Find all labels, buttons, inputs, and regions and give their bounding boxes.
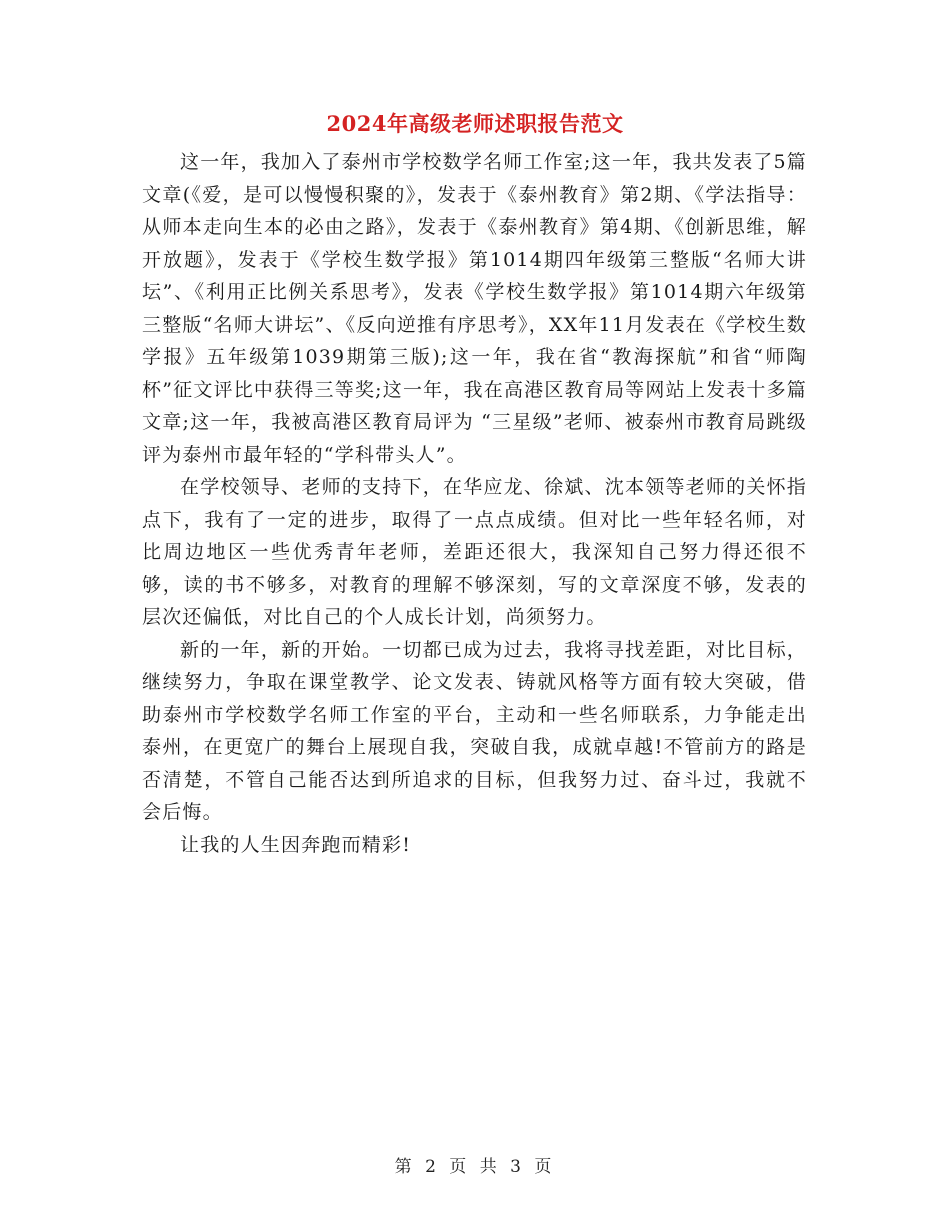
paragraph-4: 让我的人生因奔跑而精彩!	[180, 833, 412, 856]
paragraph-1: 这一年，我加入了泰州市学校数学名师工作室;这一年，我共发表了5篇文章(《爱，是可以慢慢积聚的》，发表于《泰州教育》第2期、《学法指导：从师本走向生本的必由之路》，发表于《泰州教育》第4期、《创新思维，解开放题》，发表于《学校生数学报》第1014期四年级第三整版“名师大讲坛”、《利用正比例关系思考》，发表《学校生数学报》第1014期六年级第三整版“名师大讲坛”、《反向逆推有序思考》，XX年11月发表在《学校生数学报》五年级第1039期第三版);这一年，我在省“教海探航”和省“师陶杯”征文评比中获得三等奖;这一年，我在高港区教育局等网站上发表十多篇文章;这一年，我被高港区教育局评为 “三星级”老师、被泰州市教育局跳级评为泰州市最年轻的“学科带头人”。	[142, 151, 807, 466]
document-body	[142, 146, 807, 861]
paragraph-3: 新的一年，新的开始。一切都已成为过去，我将寻找差距，对比目标，继续努力，争取在课堂教学、论文发表、铸就风格等方面有较大突破，借助泰州市学校数学名师工作室的平台，主动和一些名师联系，力争能走出泰州，在更宽广的舞台上展现自我，突破自我，成就卓越!不管前方的路是否清楚，不管自己能否达到所追求的目标，但我努力过、奋斗过，我就不会后悔。	[142, 638, 807, 823]
paragraph-2: 在学校领导、老师的支持下，在华应龙、徐斌、沈本领等老师的关怀指点下，我有了一定的进步，取得了一点点成绩。但对比一些年轻名师，对比周边地区一些优秀青年老师，差距还很大，我深知自己努力得还很不够，读的书不够多，对教育的理解不够深刻，写的文章深度不够，发表的层次还偏低，对比自己的个人成长计划，尚须努力。	[142, 476, 807, 628]
page-footer: 第 2 页 共 3 页	[394, 1157, 556, 1177]
document-title: 2024年高级老师述职报告范文	[326, 111, 624, 136]
